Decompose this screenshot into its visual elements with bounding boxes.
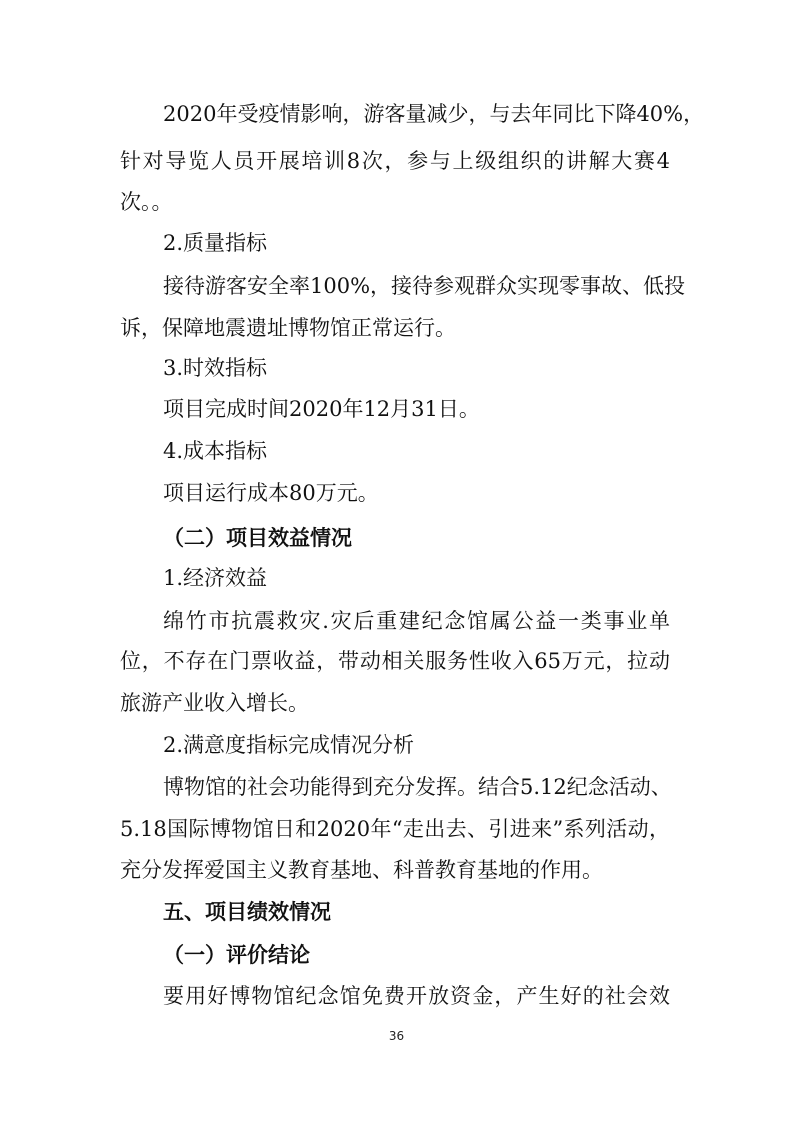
paragraph-line: 充分发挥爱国主义教育基地、科普教育基地的作用。 bbox=[120, 858, 603, 882]
paragraph-line: 针对导览人员开展培训8次，参与上级组织的讲解大赛4 bbox=[120, 149, 670, 173]
paragraph-line: 项目运行成本80万元。 bbox=[163, 481, 379, 505]
subheading-time: 3.时效指标 bbox=[163, 356, 268, 380]
chapter-heading: 五、项目绩效情况 bbox=[163, 900, 331, 924]
page-number: 36 bbox=[388, 1029, 405, 1043]
subheading-quality: 2.质量指标 bbox=[163, 231, 268, 255]
paragraph-line: 5.18国际博物馆日和2020年“走出去、引进来”系列活动， bbox=[120, 817, 670, 841]
paragraph-line: 2020年受疫情影响，游客量减少，与去年同比下降40%， bbox=[163, 102, 705, 126]
section-heading-evaluation: （一）评价结论 bbox=[163, 943, 310, 967]
subheading-cost: 4.成本指标 bbox=[163, 439, 268, 463]
paragraph-line: 次。。 bbox=[120, 190, 173, 214]
paragraph-line: 位，不存在门票收益，带动相关服务性收入65万元，拉动 bbox=[120, 649, 670, 673]
subheading-satisfaction: 2.满意度指标完成情况分析 bbox=[163, 733, 415, 757]
paragraph-line: 项目完成时间2020年12月31日。 bbox=[163, 397, 480, 421]
paragraph-line: 诉，保障地震遗址博物馆正常运行。 bbox=[120, 316, 456, 340]
paragraph-line: 博物馆的社会功能得到充分发挥。结合5.12纪念活动、 bbox=[163, 775, 672, 799]
section-heading-benefit: （二）项目效益情况 bbox=[163, 526, 352, 550]
paragraph-line: 要用好博物馆纪念馆免费开放资金，产生好的社会效 bbox=[163, 984, 670, 1008]
paragraph-line: 旅游产业收入增长。 bbox=[120, 691, 309, 715]
paragraph-line: 绵竹市抗震救灾.灾后重建纪念馆属公益一类事业单 bbox=[163, 609, 670, 633]
paragraph-line: 接待游客安全率100%，接待参观群众实现零事故、低投 bbox=[163, 274, 686, 298]
subheading-economic: 1.经济效益 bbox=[163, 566, 268, 590]
